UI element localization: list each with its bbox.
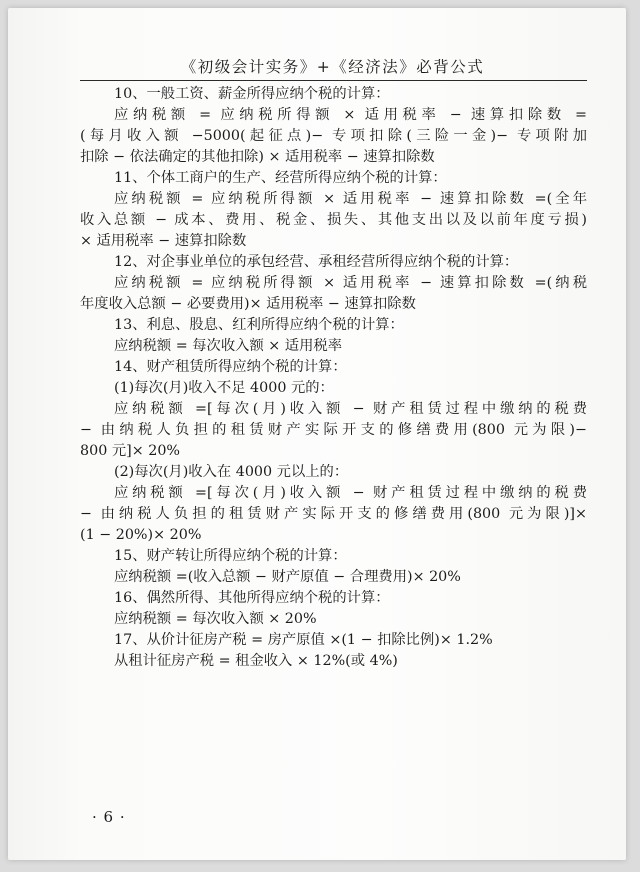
text-line: 16、偶然所得、其他所得应纳个税的计算：	[114, 590, 390, 606]
text-line: 应纳税额 = 应纳税所得额 × 适用税率 − 速算扣除数 =	[114, 107, 587, 123]
text-line: (1)每次(月)收入不足 4000 元的：	[114, 380, 334, 396]
text-line: 应纳税额 = 应纳税所得额 × 适用税率 − 速算扣除数 =(纳税	[114, 275, 587, 291]
text-line: − 由纳税人负担的租赁财产实际开支的修缮费用(800 元为限)−	[80, 422, 587, 438]
text-line: 从租计征房产税 = 租金收入 × 12%(或 4%)	[114, 653, 398, 669]
text-line: 12、对企事业单位的承包经营、承租经营所得应纳个税的计算：	[114, 254, 519, 270]
text-line: 年度收入总额 − 必要费用)× 适用税率 − 速算扣除数	[80, 296, 416, 312]
header-rule	[80, 80, 587, 81]
text-line: 13、利息、股息、红利所得应纳个税的计算：	[114, 317, 404, 333]
running-header: 《初级会计实务》+《经济法》必背公式	[180, 58, 485, 76]
text-line: 15、财产转让所得应纳个税的计算：	[114, 548, 347, 564]
text-line: (1 − 20%)× 20%	[80, 527, 202, 543]
text-line: 应纳税额 =(收入总额 − 财产原值 − 合理费用)× 20%	[114, 569, 461, 585]
text-line: − 由纳税人负担的租赁财产实际开支的修缮费用(800 元为限)]×	[80, 506, 587, 522]
text-line: 800 元]× 20%	[80, 443, 181, 459]
text-line: 14、财产租赁所得应纳个税的计算：	[114, 359, 347, 375]
text-line: 应纳税额 =[每次(月)收入额 − 财产租赁过程中缴纳的税费	[114, 485, 587, 501]
text-line: 应纳税额 = 应纳税所得额 × 适用税率 − 速算扣除数 =(全年	[114, 191, 587, 207]
text-line: 17、从价计征房产税 = 房产原值 ×(1 − 扣除比例)× 1.2%	[114, 632, 493, 648]
text-line: 11、个体工商户的生产、经营所得应纳个税的计算：	[114, 170, 447, 186]
page-number: · 6 ·	[92, 808, 126, 826]
book-page	[8, 8, 626, 860]
text-line: 应纳税额 =[每次(月)收入额 − 财产租赁过程中缴纳的税费	[114, 401, 587, 417]
text-line: × 适用税率 − 速算扣除数	[80, 233, 247, 249]
text-line: 扣除 − 依法确定的其他扣除) × 适用税率 − 速算扣除数	[80, 149, 435, 165]
text-line: 应纳税额 = 每次收入额 × 20%	[114, 611, 317, 627]
text-line: 10、一般工资、薪金所得应纳个税的计算：	[114, 86, 390, 102]
text-line: 应纳税额 = 每次收入额 × 适用税率	[114, 338, 342, 354]
formula-body	[80, 84, 587, 672]
text-line: (2)每次(月)收入在 4000 元以上的：	[114, 464, 349, 480]
text-line: 收入总额 − 成本、费用、税金、损失、其他支出以及以前年度亏损)	[80, 212, 587, 228]
text-line: (每月收入额 −5000(起征点)− 专项扣除(三险一金)− 专项附加	[80, 128, 587, 144]
